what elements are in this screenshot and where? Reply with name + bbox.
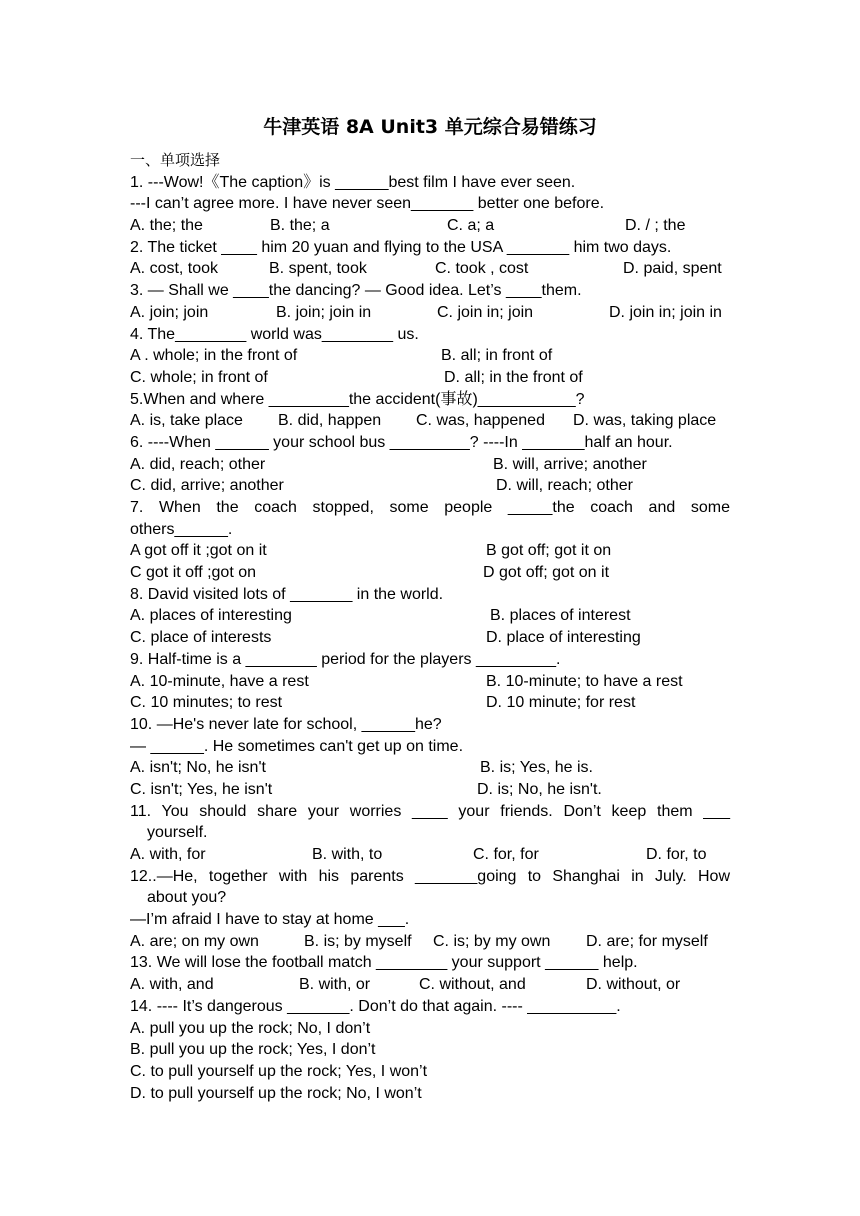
option-b: B. with, or	[299, 976, 371, 994]
option-b: B. is; by myself	[304, 932, 412, 950]
option-d: D. / ; the	[625, 217, 686, 235]
option-d: D. place of interesting	[486, 629, 641, 647]
option-c: C. whole; in front of	[130, 368, 268, 386]
option-d: D. all; in the front of	[444, 368, 583, 386]
question-7-options-cd	[130, 562, 730, 584]
question-4-options-cd	[130, 367, 730, 389]
option-a: A. with, and	[130, 976, 214, 994]
question-12-line-3: —I’m afraid I have to stay at home ___.	[130, 911, 410, 929]
question-6-options-cd	[130, 475, 730, 497]
option-c: C. did, arrive; another	[130, 477, 284, 495]
question-3-options	[130, 302, 730, 324]
option-a: A got off it ;got on it	[130, 542, 267, 560]
option-d: D. was, taking place	[573, 412, 717, 430]
option-b: B. places of interest	[490, 607, 631, 625]
question-4-options-ab	[130, 345, 730, 367]
question-7-line-2: others______.	[130, 520, 233, 538]
option-a: A. join; join	[130, 303, 209, 321]
question-12-line-2: about you?	[147, 889, 227, 907]
question-14-option-c: C. to pull yourself up the rock; Yes, I won’t	[130, 1062, 428, 1080]
option-c: C. a; a	[447, 217, 495, 235]
question-5-line: 5.When and where _________the accident(事故)___________?	[130, 390, 585, 408]
question-1-line-1: 1. ---Wow!《The caption》is ______best film I have ever seen.	[130, 173, 576, 191]
question-1-options	[130, 215, 730, 237]
question-2-options	[130, 258, 730, 280]
question-7-line-1: 7. When the coach stopped, some people _____the coach and some	[130, 499, 730, 516]
question-14-option-d: D. to pull yourself up the rock; No, I won’t	[130, 1084, 422, 1102]
option-b: B. is; Yes, he is.	[480, 759, 593, 777]
option-b: B got off; got it on	[486, 542, 612, 560]
option-d: D. paid, spent	[623, 260, 722, 278]
question-8-options-cd	[130, 627, 730, 649]
question-10-options-ab	[130, 757, 730, 779]
option-a: A. 10-minute, have a rest	[130, 672, 309, 690]
option-d: D. 10 minute; for rest	[486, 694, 636, 712]
question-8-options-ab	[130, 605, 730, 627]
question-10-line-1: 10. —He's never late for school, ______he?	[130, 715, 442, 733]
option-c: C. join in; join	[437, 303, 534, 321]
option-a: A. is, take place	[130, 412, 243, 430]
option-b: B. all; in front of	[441, 347, 553, 365]
question-2-line: 2. The ticket ____ him 20 yuan and flying to the USA _______ him two days.	[130, 238, 672, 256]
question-11-line-2: yourself.	[147, 824, 208, 842]
option-c: C. 10 minutes; to rest	[130, 694, 283, 712]
option-d: D. is; No, he isn't.	[477, 780, 602, 798]
option-b: B. 10-minute; to have a rest	[486, 672, 683, 690]
question-12-options	[130, 931, 730, 953]
question-9-options-ab	[130, 671, 730, 693]
option-a: A. cost, took	[130, 260, 219, 278]
option-c: C. is; by my own	[433, 932, 551, 950]
question-13-options	[130, 974, 730, 996]
question-9-line: 9. Half-time is a ________ period for the players _________.	[130, 650, 561, 668]
question-6-line: 6. ----When ______ your school bus _________? ----In _______half an hour.	[130, 433, 673, 451]
option-a: A. the; the	[130, 217, 203, 235]
question-11-line-1: 11. You should share your worries ____ your friends. Don’t keep them ___	[130, 802, 730, 820]
option-b: B. spent, took	[269, 260, 367, 278]
option-a: A. with, for	[130, 846, 206, 863]
option-b: B. did, happen	[278, 412, 382, 430]
question-10-line-2: — ______. He sometimes can't get up on time.	[130, 737, 464, 755]
question-12-line-1: 12..—He, together with his parents _______going to Shanghai in July. How	[130, 867, 730, 885]
question-8-line: 8. David visited lots of _______ in the world.	[130, 585, 444, 603]
option-c: C got it off ;got on	[130, 564, 257, 582]
exercise-content	[130, 150, 730, 1104]
question-7-options-ab	[130, 540, 730, 562]
question-5-options	[130, 410, 730, 432]
option-d: D. will, reach; other	[496, 477, 633, 495]
option-d: D got off; got on it	[483, 564, 610, 582]
option-a: A. places of interesting	[130, 607, 292, 625]
question-9-options-cd	[130, 692, 730, 714]
option-d: D. are; for myself	[586, 932, 708, 950]
document-title: 牛津英语 8A Unit3 单元综合易错练习	[263, 116, 597, 138]
option-c: C. for, for	[473, 846, 539, 863]
option-b: B. join; join in	[276, 303, 372, 321]
option-c: C. was, happened	[416, 412, 545, 430]
option-b: B. the; a	[270, 217, 330, 235]
option-c: C. without, and	[419, 976, 526, 994]
option-a: A. are; on my own	[130, 932, 259, 950]
section-heading: 一、单项选择	[130, 151, 221, 169]
question-11-options	[130, 844, 730, 866]
question-6-options-ab	[130, 454, 730, 476]
question-1-line-2: ---I can’t agree more. I have never seen_______ better one before.	[130, 195, 605, 213]
question-13-line: 13. We will lose the football match ________ your support ______ help.	[130, 954, 638, 972]
question-14-option-a: A. pull you up the rock; No, I don’t	[130, 1019, 371, 1037]
option-d: D. without, or	[586, 976, 681, 994]
question-3-line: 3. — Shall we ____the dancing? — Good idea. Let’s ____them.	[130, 282, 582, 300]
option-a: A. isn't; No, he isn't	[130, 759, 266, 777]
question-10-options-cd	[130, 779, 730, 801]
question-14-option-b: B. pull you up the rock; Yes, I don’t	[130, 1041, 376, 1059]
option-d: D. join in; join in	[609, 303, 722, 321]
question-14-line: 14. ---- It’s dangerous _______. Don’t do that again. ---- __________.	[130, 997, 621, 1015]
option-c: C. took , cost	[435, 260, 529, 278]
option-a: A. did, reach; other	[130, 455, 266, 473]
option-b: B. with, to	[312, 846, 383, 863]
option-d: D. for, to	[646, 846, 707, 863]
option-a: A . whole; in the front of	[130, 347, 298, 365]
option-b: B. will, arrive; another	[493, 455, 647, 473]
option-c: C. place of interests	[130, 629, 272, 647]
question-4-line: 4. The________ world was________ us.	[130, 325, 419, 343]
option-c: C. isn't; Yes, he isn't	[130, 780, 273, 798]
